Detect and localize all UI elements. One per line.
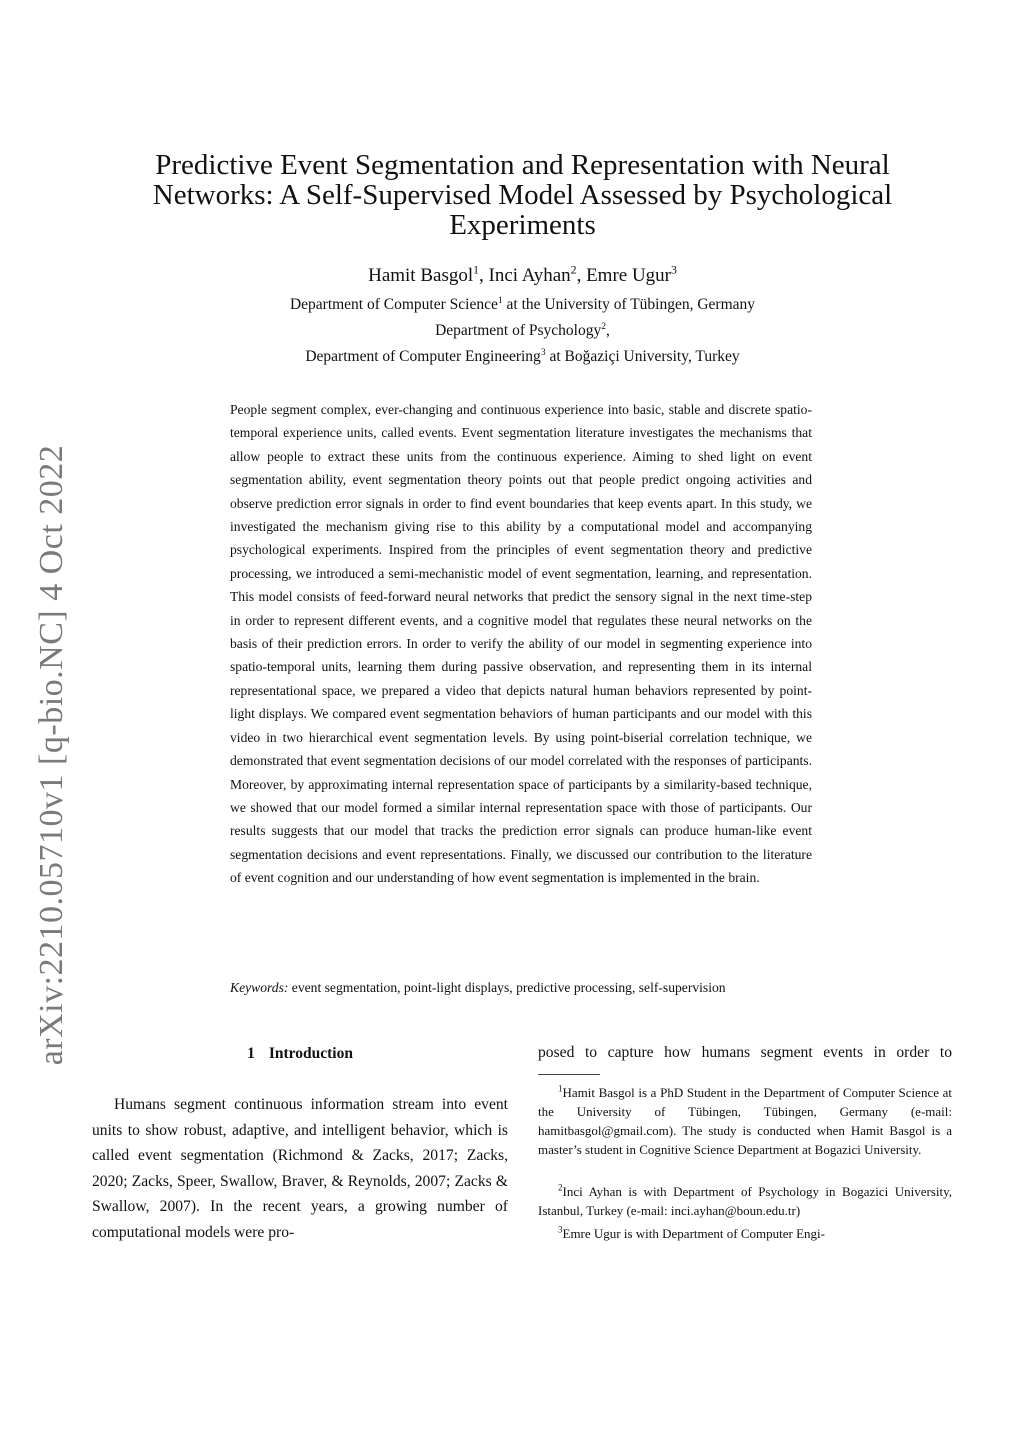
affiliation-mark: 3 [540, 346, 546, 358]
affiliation-dept: Department of Computer Science [289, 296, 498, 313]
affiliation-line [120, 348, 925, 366]
paper-title: Predictive Event Segmentation and Representation with Neural Networks: A Self-Supervised Model Assessed by Psychological Experiments [152, 149, 893, 241]
footnote [538, 1182, 952, 1220]
section-title: Introduction [268, 1045, 353, 1062]
footnote-text: Emre Ugur is with Department of Computer Engi- [562, 1226, 825, 1241]
affiliation-place: at the University of Tübingen, Germany [502, 296, 756, 313]
affiliation-dept: Department of Psychology [435, 322, 602, 339]
keywords-label: Keywords: [230, 980, 289, 995]
footnote-text: Hamit Basgol is a PhD Student in the Department of Computer Science at the University of Tübingen, Tübingen, Germany (e-mail: hamitbasgol@gmail.com). The study is conducted when Hamit Basgol is a master’s student in Cognitive Science Department at Bogazici University. [538, 1085, 952, 1157]
affiliation-dept: Department of Computer Engineering [305, 348, 541, 365]
footnote-mark: 1 [558, 1083, 563, 1094]
affiliation-mark: 2 [601, 320, 607, 332]
section-number: 1 [247, 1045, 255, 1062]
author-list: Hamit Basgol$^1$, Inci Ayhan$^2$, Emre Ugur$^3$ [368, 263, 677, 286]
intro-paragraph: Humans segment continuous information stream into event units to show robust, adaptive, and intelligent behavior, which is called event segmentation (Richmond & Zacks, 2017; Zacks, 2020; Zacks, Speer, Swallow, Braver, & Reynolds, 2007; Zacks & Swallow, 2007). In the recent years, a growing number of computational models were pro- [92, 1096, 508, 1241]
affiliation-line [120, 296, 925, 314]
footnote-mark: 2 [558, 1182, 563, 1193]
affiliation-place: at Boğaziçi University, Turkey [545, 348, 740, 365]
keywords-text: event segmentation, point-light displays, predictive processing, self-supervision [288, 980, 726, 995]
author-affil-mark: 2 [570, 263, 577, 277]
footnote [538, 1083, 952, 1159]
intro-continuation: posed to capture how humans segment events in order to [538, 1044, 952, 1061]
affiliation-line [120, 322, 925, 340]
author-affil-mark: 1 [473, 263, 480, 277]
affiliation-mark: 1 [497, 294, 503, 306]
author-name: Hamit Basgol [368, 265, 474, 286]
arxiv-identifier-stamp: arXiv:2210.05710v1 [q-bio.NC] 4 Oct 2022 [33, 444, 70, 1066]
footnote [538, 1224, 952, 1243]
section-heading [92, 1045, 508, 1063]
author-affil-mark: 3 [671, 263, 677, 277]
footnote-mark: 3 [558, 1224, 563, 1235]
footnote-text: Inci Ayhan is with Department of Psychology in Bogazici University, Istanbul, Turkey (e-mail: inci.ayhan@boun.edu.tr) [538, 1184, 952, 1218]
author-name: Emre Ugur [586, 265, 672, 286]
affiliation-place: , [606, 322, 610, 339]
author-name: Inci Ayhan [488, 265, 571, 286]
footnote-rule [538, 1074, 600, 1075]
abstract: People segment complex, ever-changing and continuous experience into basic, stable and discrete spatio-temporal experience units, called events. Event segmentation literature investigates the mechanisms that allow people to extract these units from the continuous experience. Aiming to shed light on event segmentation ability, event segmentation theory points out that people predict ongoing activities and observe prediction error signals in order to find event boundaries that keep events apart. In this study, we investigated the mechanism giving rise to this ability by a computational model and accompanying psychological experiments. Inspired from the principles of event segmentation theory and predictive processing, we introduced a semi-mechanistic model of event segmentation, learning, and representation. This model consists of feed-forward neural networks that predict the sensory signal in the next time-step in order to represent different events, and a cognitive model that regulates these neural networks on the basis of their prediction errors. In order to verify the ability of our model in segmenting experience into spatio-temporal units, learning them during passive observation, and representing them in its internal representational space, we prepared a video that depicts natural human behaviors represented by point-light displays. We compared event segmentation behaviors of human participants and our model with this video in two hierarchical event segmentation levels. By using point-biserial correlation technique, we demonstrated that event segmentation decisions of our model correlated with the responses of participants. Moreover, by approximating internal representation space of participants by a similarity-based technique, we showed that our model formed a similar internal representation space with those of participants. Our results suggests that our model that tracks the prediction error signals can produce human-like event segmentation decisions and event representations. Finally, we discussed our contribution to the literature of event cognition and our understanding of how event segmentation is implemented in the brain. [230, 402, 812, 886]
keywords [230, 980, 812, 996]
